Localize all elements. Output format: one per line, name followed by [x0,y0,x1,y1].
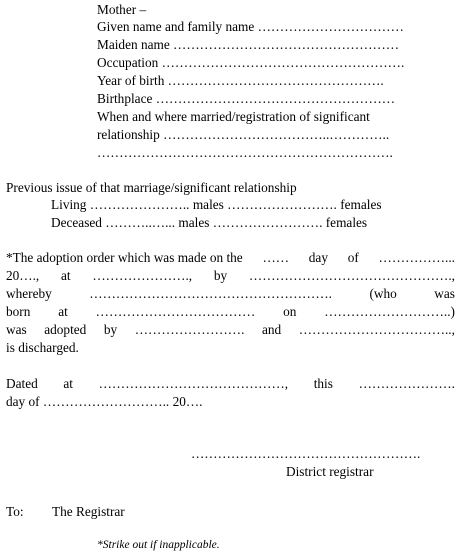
dated-line-2: day of ……………………….. 20…. [6,394,203,409]
mother-birthplace-line: Birthplace ……………………………………………… [97,91,396,106]
issue-deceased-line: Deceased ………..…... males ……………………. females [51,215,368,230]
mother-married-line-2: relationship ………………………………..………….. [97,127,390,142]
dated-line-1: Dated at ……………………………………, this …………………. [6,376,455,391]
mother-heading: Mother – [97,2,147,17]
adoption-line-2: 20…., at …………………., by ………………………………………., [6,268,455,283]
to-value: The Registrar [52,504,125,519]
adoption-line-5: was adopted by ……………………. and …………………………….., [6,322,455,337]
signature-line: ……………………………………………. [191,446,421,461]
mother-married-line-1: When and where married/registration of significant [97,109,370,124]
adoption-line-6: is discharged. [6,340,79,355]
adoption-line-1: *The adoption order which was made on the …… day of ……………... [6,250,455,265]
footnote: *Strike out if inapplicable. [97,539,220,551]
adoption-line-4: born at ……………………………… on ………………………..) [6,304,455,319]
mother-year-of-birth-line: Year of birth …………………………………………. [97,73,384,88]
issue-living-line: Living ………………….. males ……………………. females [51,197,382,212]
mother-occupation-line: Occupation ………………………………………………. [97,55,405,70]
issue-heading: Previous issue of that marriage/significant relationship [6,180,297,195]
mother-maiden-name-line: Maiden name …………………………………………… [97,37,400,52]
mother-given-name-line: Given name and family name …………………………… [97,19,404,34]
district-registrar-label: District registrar [286,464,374,479]
to-label: To: [6,504,24,519]
adoption-line-3: whereby ………………………………………………. (who was [6,286,455,301]
mother-married-line-3: …………………………………………………………. [97,145,393,160]
